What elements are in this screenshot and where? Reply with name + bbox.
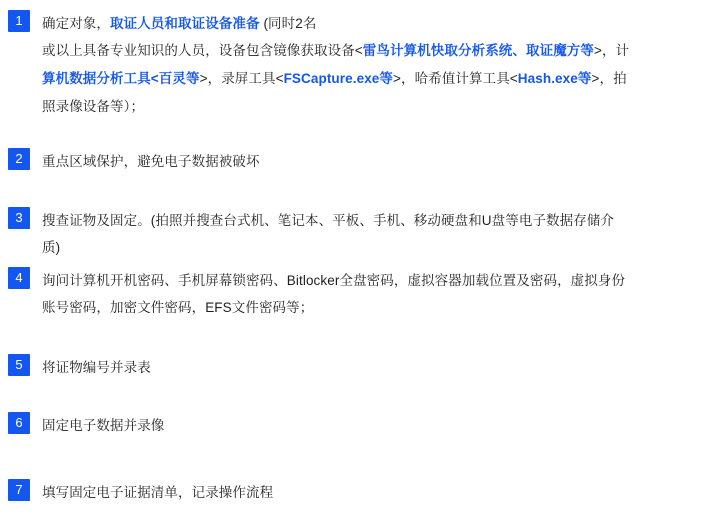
- step-item-5: [8, 354, 698, 381]
- text-segment-highlight: Hash.exe等: [517, 71, 592, 86]
- step-number-badge: 2: [8, 148, 30, 170]
- step-item-7: [8, 479, 698, 506]
- step-text-5: [42, 354, 698, 381]
- step-item-3: [8, 207, 698, 261]
- step-item-2: [8, 148, 698, 175]
- text-segment: (同时2名: [259, 16, 317, 31]
- step-text-line: [42, 234, 698, 261]
- step-text-3: [42, 207, 698, 261]
- step-number-badge: 7: [8, 479, 30, 501]
- step-text-6: [42, 412, 698, 439]
- step-text-7: [42, 479, 698, 506]
- text-segment-highlight: 百灵等: [158, 71, 200, 86]
- step-text-line: [42, 412, 698, 439]
- step-number-badge: 6: [8, 412, 30, 434]
- step-text-4: [42, 267, 698, 321]
- text-segment: 照录像设备等）；: [42, 99, 145, 114]
- text-segment: 询问计算机开机密码、手机屏幕锁密码、Bitlocker全盘密码，虚拟容器加载位置及密码，虚拟身份: [42, 273, 626, 288]
- step-number-badge: 1: [8, 10, 30, 32]
- text-segment: 或以上具备专业知识的人员，设备包含镜像获取设备<: [42, 43, 363, 58]
- step-number-badge: 5: [8, 354, 30, 376]
- text-segment: 账号密码，加密文件密码，EFS文件密码等；: [42, 300, 314, 315]
- step-text-1: [42, 10, 698, 121]
- step-text-line: [42, 267, 698, 294]
- step-text-line: [42, 354, 698, 381]
- text-segment-highlight: 取证人员和取证设备准备: [110, 16, 260, 31]
- text-segment-highlight: FSCapture.exe等: [283, 71, 394, 86]
- step-text-line: [42, 93, 698, 121]
- step-text-line: [42, 207, 698, 234]
- text-segment: 固定电子数据并录像: [42, 418, 165, 433]
- text-segment: 填写固定电子证据清单，记录操作流程: [42, 485, 274, 500]
- step-item-4: [8, 267, 698, 321]
- step-item-1: [8, 10, 698, 121]
- text-segment: >，哈希值计算工具<: [393, 71, 518, 86]
- text-segment: 搜查证物及固定。(拍照并搜查台式机、笔记本、平板、手机、移动硬盘和U盘等电子数据存储介: [42, 213, 615, 228]
- text-segment: 重点区域保护，避免电子数据被破坏: [42, 154, 260, 169]
- step-text-line: [42, 65, 698, 93]
- step-text-2: [42, 148, 698, 175]
- step-item-6: [8, 412, 698, 439]
- text-segment: 将证物编号并录表: [42, 360, 151, 375]
- text-segment-highlight: 算机数据分析工具<: [42, 71, 159, 86]
- step-text-line: [42, 479, 698, 506]
- text-segment: >，拍: [591, 71, 627, 86]
- step-text-line: [42, 294, 698, 321]
- text-segment: 确定对象，: [42, 16, 110, 31]
- step-text-line: [42, 10, 698, 37]
- text-segment-highlight: 雷鸟计算机快取分析系统、取证魔方等: [362, 43, 594, 58]
- step-text-line: [42, 148, 698, 175]
- step-text-line: [42, 37, 698, 65]
- text-segment: >，计: [594, 43, 630, 58]
- text-segment: 质): [42, 240, 61, 255]
- text-segment: >，录屏工具<: [199, 71, 284, 86]
- step-number-badge: 4: [8, 267, 30, 289]
- step-number-badge: 3: [8, 207, 30, 229]
